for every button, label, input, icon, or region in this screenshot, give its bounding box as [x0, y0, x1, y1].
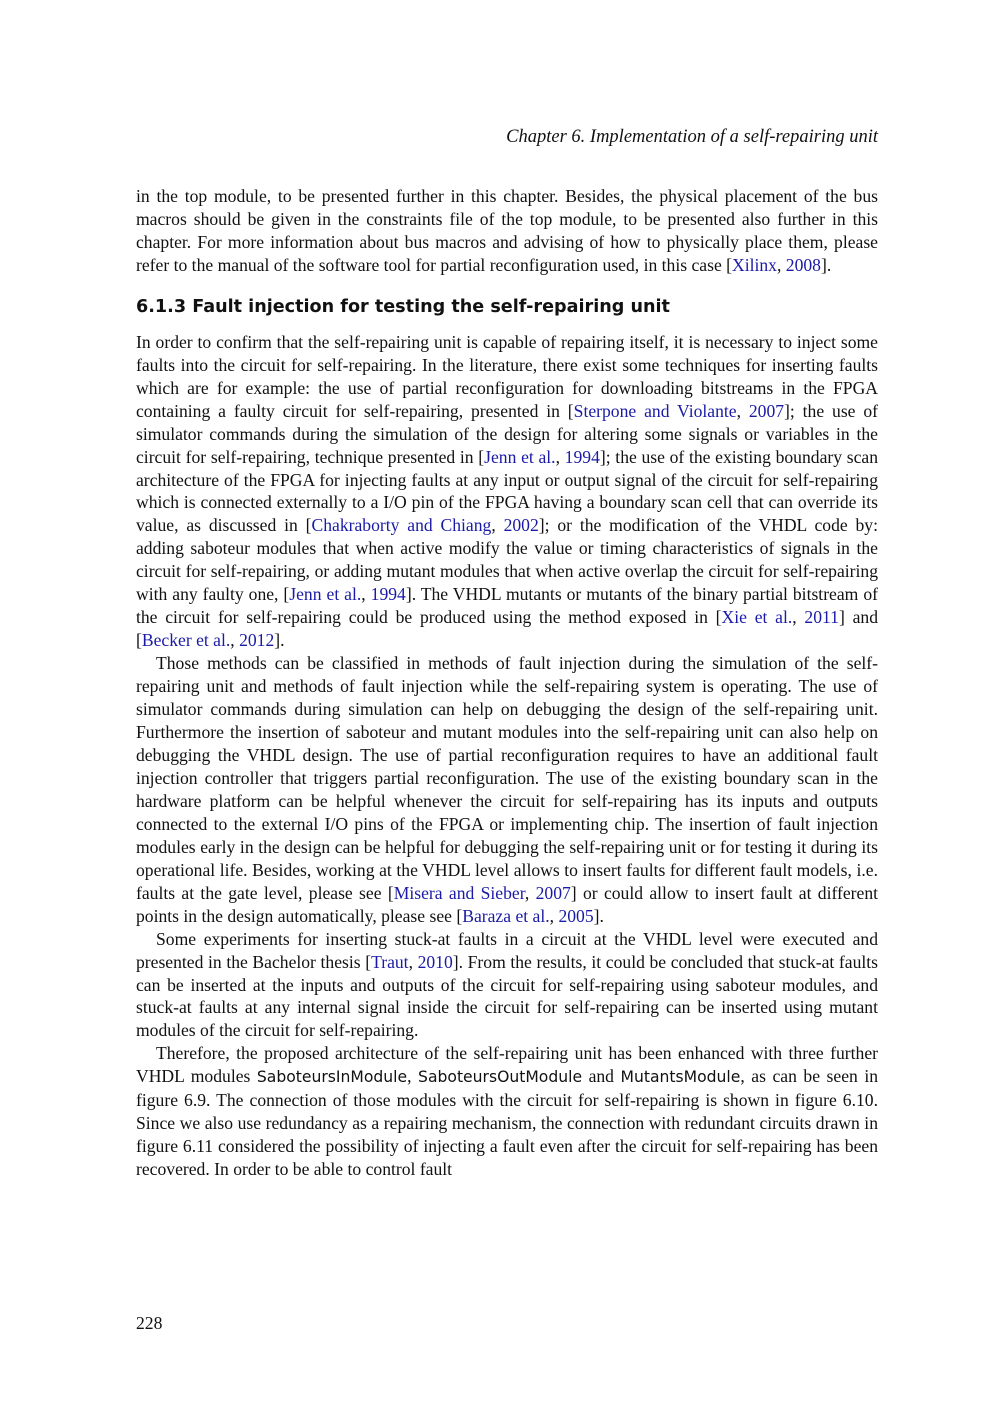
module-name: MutantsModule [620, 1068, 741, 1087]
text-run: ] or could allow to insert fault at different points in the design automatically, please see [ [136, 882, 879, 926]
module-name: SaboteursOutModule [418, 1068, 583, 1087]
text-run: , [361, 584, 371, 605]
text-run: , [491, 515, 504, 536]
paragraph-classification [136, 652, 878, 927]
citation-link[interactable]: Becker et al. [141, 630, 231, 651]
paragraph-techniques [136, 331, 878, 652]
module-name: SaboteursInModule [256, 1068, 408, 1087]
paragraph-experiments [136, 928, 878, 1043]
citation-link[interactable]: 2007 [748, 400, 785, 421]
citation-link[interactable]: 2011 [804, 607, 839, 628]
citation-link[interactable]: 2008 [785, 254, 821, 275]
citation-link[interactable]: 2010 [417, 951, 453, 972]
paragraph-architecture [136, 1042, 878, 1181]
citation-link[interactable]: Jenn et al. [484, 446, 556, 467]
text-run: In order to confirm that the self-repairing unit is capable of repairing itself, it is necessary to inject some faults into the circuit for self-repairing. In the literature, there exist some techniques for inserting faults which are for example: the use of partial reconfiguration for downloading bitstreams in the FPGA containing a faulty circuit for self-repairing, presented in [ [136, 331, 878, 421]
text-run: ]; the use of simulator commands during the simulation of the design for altering some signals or variables in the circuit for self-repairing, technique presented in [ [136, 400, 879, 467]
citation-link[interactable]: Misera and Sieber [393, 882, 525, 903]
text-run: and [582, 1066, 621, 1087]
text-run: ]; or the modification of the VHDL code by: adding saboteur modules that when active modify the value or timing characteristics of signals in the circuit for self-repairing, or adding mutant modules that when active overlap the circuit for self-repairing with any faulty one, [ [136, 515, 878, 605]
section-heading: 6.1.3 Fault injection for testing the self-repairing unit [136, 296, 670, 317]
text-run: Some experiments for inserting stuck-at faults in a circuit at the VHDL level were executed and presented in the Bachelor thesis [ [136, 928, 878, 972]
running-header: Chapter 6. Implementation of a self-repairing unit [506, 127, 878, 147]
citation-link[interactable]: Traut [371, 951, 409, 972]
intro-paragraph [136, 185, 878, 277]
citation-link[interactable]: 2012 [239, 630, 275, 651]
citation-link[interactable]: 2002 [503, 515, 539, 536]
text-run: , [736, 400, 749, 421]
text-run: , [792, 607, 805, 628]
text-run: Those methods can be classified in methods of fault injection during the simulation of the self-repairing unit and methods of fault injection while the self-repairing system is operating. The use of simulator commands during simulation can help on debugging the design of the self-repairing unit. Furthermore the insertion of saboteur and mutant modules into the self-repairing unit can also help on debugging the VHDL design. The use of partial reconfiguration requires to have an additional fault injection controller that triggers partial reconfiguration. The use of the existing boundary scan in the hardware platform can be helpful whenever the circuit for self-repairing has its inputs and outputs connected to the external I/O pins of the FPGA or implementing chip. The insertion of fault injection modules early in the design can be helpful for debugging the self-repairing unit or for testing it during its operational life. Besides, working at the VHDL level allows to insert faults for different fault models, i.e. faults at the gate level, please see [ [136, 653, 878, 903]
citation-link[interactable]: 1994 [370, 584, 406, 605]
text-run: , [230, 630, 240, 651]
citation-link[interactable]: Xie et al. [721, 607, 793, 628]
text-run: , as can be seen in figure 6.9. The connection of those modules with the circuit for self-repairing is shown in figure 6.10. Since we also use redundancy as a repairing mechanism, the connection with redundant circuits drawn in figure 6.11 considered the possibility of injecting a fault even after the circuit for self-repairing has been recovered. In order to be able to control fault [136, 1066, 879, 1180]
citation-link[interactable]: Chakraborty and Chiang [311, 515, 492, 536]
text-run: , [555, 446, 565, 467]
citation-link[interactable]: 2005 [558, 905, 594, 926]
text-run: in the top module, to be presented further in this chapter. Besides, the physical placement of the bus macros should be given in the constraints file of the top module, to be presented also further in this chapter. For more information about bus macros and advising of how to physically place them, please refer to the manual of the software tool for partial reconfiguration used, in this case [ [136, 186, 878, 275]
text-run: ] and [ [136, 607, 878, 651]
text-run: , [408, 951, 418, 972]
citation-link[interactable]: Xilinx [732, 254, 777, 275]
text-run: ]. [820, 254, 832, 275]
citation-link[interactable]: 2007 [535, 882, 571, 903]
citation-link[interactable]: Baraza et al. [462, 905, 550, 926]
text-run: Therefore, the proposed architecture of the self-repairing unit has been enhanced with three further VHDL modules [136, 1043, 878, 1087]
text-run: , [776, 254, 786, 275]
text-run: ]. The VHDL mutants or mutants of the binary partial bitstream of the circuit for self-repairing could be produced using the method exposed in [ [136, 584, 878, 628]
text-run: ]. [274, 630, 285, 651]
page-number: 228 [136, 1313, 163, 1333]
citation-link[interactable]: Sterpone and Violante [573, 400, 737, 421]
text-run: , [524, 882, 536, 903]
text-run: ]. From the results, it could be concluded that stuck-at faults can be inserted at the inputs and outputs of the circuit for self-repairing using saboteur modules, and stuck-at faults at any internal signal inside the circuit for self-repairing can be inserted using mutant modules of the circuit for self-repairing. [136, 951, 878, 1041]
text-run: , [549, 905, 559, 926]
text-run: ]. [593, 905, 604, 926]
text-run: ]; the use of the existing boundary scan architecture of the FPGA for injecting faults at any input or output signal of the circuit for self-repairing which is connected externally to a I/O pin of the FPGA having a boundary scan cell that can override its value, as discussed in [ [136, 446, 878, 536]
citation-link[interactable]: 1994 [564, 446, 600, 467]
page-body [136, 185, 878, 1181]
text-run: , [407, 1066, 419, 1087]
citation-link[interactable]: Jenn et al. [289, 584, 362, 605]
